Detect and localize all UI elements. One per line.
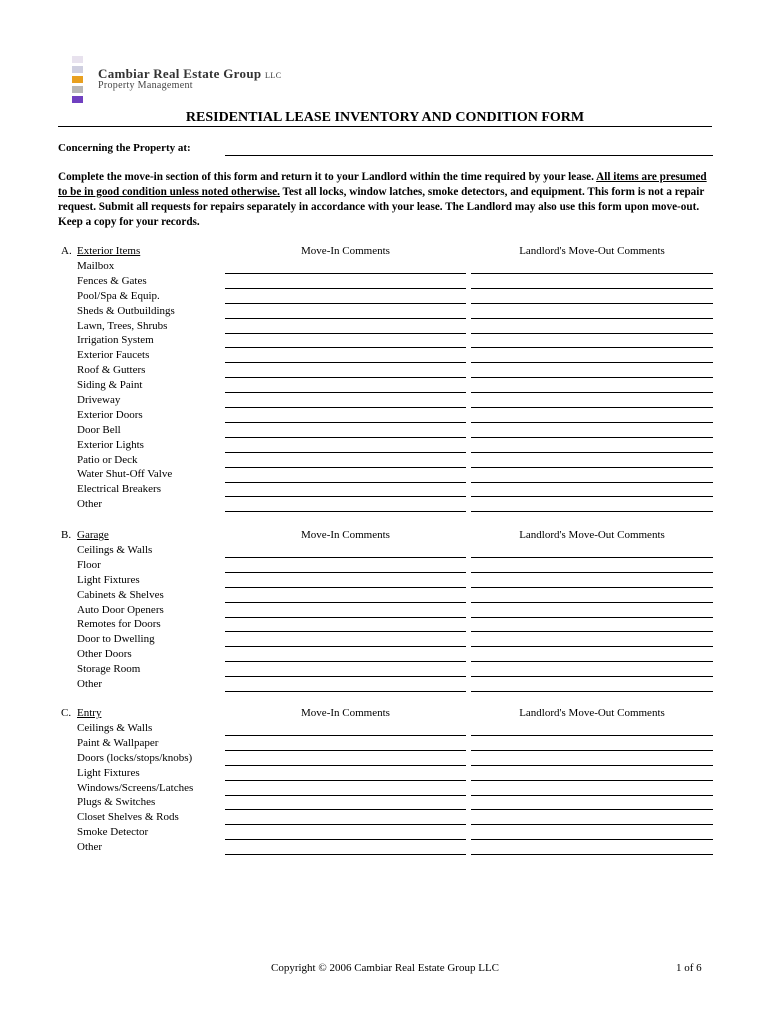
page-number: 1 of 6 bbox=[676, 962, 702, 974]
move-in-comment-field[interactable] bbox=[225, 765, 466, 766]
move-in-comment-field[interactable] bbox=[225, 496, 466, 497]
move-out-comment-field[interactable] bbox=[471, 587, 713, 588]
comment-row bbox=[0, 587, 770, 588]
move-out-comment-field[interactable] bbox=[471, 646, 713, 647]
comment-row bbox=[0, 780, 770, 781]
list-item: Other bbox=[77, 678, 103, 691]
comment-row bbox=[0, 392, 770, 393]
logo-bar bbox=[72, 86, 83, 93]
section-letter: A. bbox=[61, 245, 72, 257]
list-item: Irrigation System bbox=[77, 334, 154, 347]
list-item: Floor bbox=[77, 558, 101, 571]
move-in-comment-field[interactable] bbox=[225, 377, 466, 378]
move-in-comment-field[interactable] bbox=[225, 617, 466, 618]
comment-row bbox=[0, 572, 770, 573]
section-letter: C. bbox=[61, 707, 72, 719]
list-item: Lawn, Trees, Shrubs bbox=[77, 319, 168, 332]
list-item: Fences & Gates bbox=[77, 274, 147, 287]
comment-row bbox=[0, 646, 770, 647]
move-out-comment-field[interactable] bbox=[471, 467, 713, 468]
comment-row bbox=[0, 377, 770, 378]
move-out-comment-field[interactable] bbox=[471, 362, 713, 363]
title-divider bbox=[58, 126, 712, 127]
property-address-field[interactable] bbox=[225, 155, 713, 156]
section-entry bbox=[0, 706, 770, 859]
comment-row bbox=[0, 661, 770, 662]
logo-bar bbox=[72, 76, 83, 83]
move-out-comment-field[interactable] bbox=[471, 377, 713, 378]
comment-row bbox=[0, 795, 770, 796]
move-out-comment-field[interactable] bbox=[471, 482, 713, 483]
move-out-comment-field[interactable] bbox=[471, 602, 713, 603]
list-item: Door Bell bbox=[77, 423, 121, 436]
comment-row bbox=[0, 452, 770, 453]
move-out-comment-field[interactable] bbox=[471, 557, 713, 558]
move-in-comment-field[interactable] bbox=[225, 288, 466, 289]
form-title: RESIDENTIAL LEASE INVENTORY AND CONDITION FORM bbox=[185, 110, 585, 125]
move-in-comment-field[interactable] bbox=[225, 303, 466, 304]
move-in-comment-field[interactable] bbox=[225, 824, 466, 825]
list-item: Sheds & Outbuildings bbox=[77, 304, 175, 317]
list-item: Smoke Detector bbox=[77, 826, 149, 839]
list-item: Exterior Faucets bbox=[77, 349, 150, 362]
comment-row bbox=[0, 557, 770, 558]
logo-bar bbox=[72, 56, 83, 63]
move-out-comment-field[interactable] bbox=[471, 795, 713, 796]
move-out-comment-field[interactable] bbox=[471, 288, 713, 289]
move-in-column-header: Move-In Comments bbox=[301, 707, 390, 719]
move-in-comment-field[interactable] bbox=[225, 795, 466, 796]
section-letter: B. bbox=[61, 529, 72, 541]
move-in-comment-field[interactable] bbox=[225, 437, 466, 438]
comment-row bbox=[0, 511, 770, 512]
comment-row bbox=[0, 303, 770, 304]
concerning-label: Concerning the Property at: bbox=[58, 142, 191, 154]
comment-row bbox=[0, 482, 770, 483]
move-out-comment-field[interactable] bbox=[471, 273, 713, 274]
item-list bbox=[77, 721, 193, 855]
comment-row bbox=[0, 854, 770, 855]
list-item: Door to Dwelling bbox=[77, 633, 155, 646]
list-item: Roof & Gutters bbox=[77, 364, 146, 377]
list-item: Other bbox=[77, 498, 103, 511]
section-garage bbox=[0, 528, 770, 696]
move-in-comment-field[interactable] bbox=[225, 572, 466, 573]
comment-row bbox=[0, 288, 770, 289]
list-item: Plugs & Switches bbox=[77, 796, 156, 809]
move-in-comment-field[interactable] bbox=[225, 854, 466, 855]
move-out-comment-field[interactable] bbox=[471, 780, 713, 781]
comment-row bbox=[0, 437, 770, 438]
comment-row bbox=[0, 273, 770, 274]
list-item: Mailbox bbox=[77, 260, 115, 272]
move-out-comment-field[interactable] bbox=[471, 407, 713, 408]
section-title: Garage bbox=[77, 529, 109, 541]
move-in-comment-field[interactable] bbox=[225, 780, 466, 781]
comment-row bbox=[0, 602, 770, 603]
comment-row bbox=[0, 347, 770, 348]
move-in-comment-field[interactable] bbox=[225, 631, 466, 632]
move-out-comment-field[interactable] bbox=[471, 452, 713, 453]
comment-row bbox=[0, 318, 770, 319]
move-in-comment-field[interactable] bbox=[225, 273, 466, 274]
list-item: Other Doors bbox=[77, 648, 132, 661]
move-out-comment-field[interactable] bbox=[471, 676, 713, 677]
move-in-comment-field[interactable] bbox=[225, 735, 466, 736]
move-in-comment-field[interactable] bbox=[225, 362, 466, 363]
logo-bar bbox=[72, 96, 83, 103]
comment-row bbox=[0, 617, 770, 618]
comment-row bbox=[0, 750, 770, 751]
logo-bar bbox=[72, 66, 83, 73]
list-item: Siding & Paint bbox=[77, 379, 143, 392]
list-item: Pool/Spa & Equip. bbox=[77, 289, 160, 302]
list-item: Patio or Deck bbox=[77, 453, 138, 466]
list-item: Exterior Lights bbox=[77, 438, 144, 451]
move-in-comment-field[interactable] bbox=[225, 422, 466, 423]
list-item: Driveway bbox=[77, 394, 121, 407]
comment-row bbox=[0, 691, 770, 692]
move-out-comment-field[interactable] bbox=[471, 631, 713, 632]
comment-row bbox=[0, 362, 770, 363]
move-in-comment-field[interactable] bbox=[225, 467, 466, 468]
move-out-comment-field[interactable] bbox=[471, 496, 713, 497]
list-item: Doors (locks/stops/knobs) bbox=[77, 751, 193, 764]
move-out-comment-field[interactable] bbox=[471, 392, 713, 393]
comment-row bbox=[0, 422, 770, 423]
item-list bbox=[77, 259, 175, 512]
move-in-comment-field[interactable] bbox=[225, 750, 466, 751]
move-in-comment-field[interactable] bbox=[225, 646, 466, 647]
comment-row bbox=[0, 467, 770, 468]
move-out-comment-field[interactable] bbox=[471, 572, 713, 573]
list-item: Ceilings & Walls bbox=[77, 722, 153, 734]
move-in-comment-field[interactable] bbox=[225, 482, 466, 483]
list-item: Light Fixtures bbox=[77, 766, 140, 779]
list-item: Electrical Breakers bbox=[77, 483, 161, 496]
move-out-comment-field[interactable] bbox=[471, 809, 713, 810]
company-subtitle: Property Management bbox=[98, 80, 193, 91]
list-item: Closet Shelves & Rods bbox=[77, 811, 179, 824]
comment-row bbox=[0, 839, 770, 840]
instructions-underlined: All items are presumed to be in good condition unless noted otherwise. bbox=[58, 171, 707, 198]
list-item: Ceilings & Walls bbox=[77, 544, 153, 556]
move-out-comment-field[interactable] bbox=[471, 437, 713, 438]
move-out-comment-field[interactable] bbox=[471, 617, 713, 618]
move-out-comment-field[interactable] bbox=[471, 333, 713, 334]
comment-row bbox=[0, 333, 770, 334]
comment-row bbox=[0, 496, 770, 497]
move-out-comment-field[interactable] bbox=[471, 661, 713, 662]
move-out-comment-field[interactable] bbox=[471, 735, 713, 736]
move-in-comment-field[interactable] bbox=[225, 452, 466, 453]
move-out-comment-field[interactable] bbox=[471, 765, 713, 766]
move-in-comment-field[interactable] bbox=[225, 407, 466, 408]
move-in-comment-field[interactable] bbox=[225, 318, 466, 319]
list-item: Other bbox=[77, 841, 103, 854]
instructions bbox=[58, 170, 718, 230]
comment-row bbox=[0, 735, 770, 736]
move-out-comment-field[interactable] bbox=[471, 854, 713, 855]
instructions-part2: Test all locks, window latches, smoke detectors, and equipment. This form is not a repair request. Submit all requests for repairs separately in accordance with your lease. The Landlord may also use this form upon move-out. Keep a copy for your records. bbox=[58, 186, 705, 228]
move-out-comment-field[interactable] bbox=[471, 824, 713, 825]
comment-row bbox=[0, 765, 770, 766]
instructions-part1: Complete the move-in section of this form and return it to your Landlord within the time required by your lease. bbox=[58, 171, 597, 183]
section-title: Exterior Items bbox=[77, 245, 141, 257]
comment-row bbox=[0, 676, 770, 677]
move-out-column-header: Landlord's Move-Out Comments bbox=[519, 529, 665, 541]
comment-row bbox=[0, 809, 770, 810]
move-out-comment-field[interactable] bbox=[471, 750, 713, 751]
move-in-comment-field[interactable] bbox=[225, 511, 466, 512]
move-out-comment-field[interactable] bbox=[471, 303, 713, 304]
move-in-comment-field[interactable] bbox=[225, 691, 466, 692]
move-in-comment-field[interactable] bbox=[225, 557, 466, 558]
move-in-comment-field[interactable] bbox=[225, 333, 466, 334]
comment-row bbox=[0, 824, 770, 825]
list-item: Windows/Screens/Latches bbox=[77, 781, 194, 794]
move-out-column-header: Landlord's Move-Out Comments bbox=[519, 707, 665, 719]
move-out-comment-field[interactable] bbox=[471, 511, 713, 512]
move-in-comment-field[interactable] bbox=[225, 809, 466, 810]
move-in-column-header: Move-In Comments bbox=[301, 529, 390, 541]
move-in-comment-field[interactable] bbox=[225, 347, 466, 348]
copyright: Copyright © 2006 Cambiar Real Estate Group LLC bbox=[270, 962, 499, 974]
move-in-comment-field[interactable] bbox=[225, 587, 466, 588]
comment-row bbox=[0, 407, 770, 408]
move-in-comment-field[interactable] bbox=[225, 676, 466, 677]
list-item: Cabinets & Shelves bbox=[77, 588, 164, 601]
move-in-comment-field[interactable] bbox=[225, 661, 466, 662]
list-item: Paint & Wallpaper bbox=[77, 736, 159, 749]
move-out-comment-field[interactable] bbox=[471, 347, 713, 348]
list-item: Water Shut-Off Valve bbox=[77, 468, 173, 481]
list-item: Storage Room bbox=[77, 663, 141, 676]
move-out-comment-field[interactable] bbox=[471, 318, 713, 319]
list-item: Auto Door Openers bbox=[77, 603, 164, 616]
move-in-column-header: Move-In Comments bbox=[301, 245, 390, 257]
list-item: Light Fixtures bbox=[77, 573, 140, 586]
company-name-text: Cambiar Real Estate Group bbox=[98, 66, 262, 81]
move-out-comment-field[interactable] bbox=[471, 422, 713, 423]
list-item: Exterior Doors bbox=[77, 408, 143, 421]
move-in-comment-field[interactable] bbox=[225, 839, 466, 840]
logo-mark bbox=[72, 56, 83, 106]
list-item: Remotes for Doors bbox=[77, 618, 161, 631]
move-in-comment-field[interactable] bbox=[225, 392, 466, 393]
move-in-comment-field[interactable] bbox=[225, 602, 466, 603]
move-out-comment-field[interactable] bbox=[471, 839, 713, 840]
move-out-comment-field[interactable] bbox=[471, 691, 713, 692]
company-suffix: LLC bbox=[264, 71, 282, 80]
section-exterior-items bbox=[0, 244, 770, 516]
comment-row bbox=[0, 631, 770, 632]
move-out-column-header: Landlord's Move-Out Comments bbox=[519, 245, 665, 257]
section-title: Entry bbox=[77, 707, 102, 719]
